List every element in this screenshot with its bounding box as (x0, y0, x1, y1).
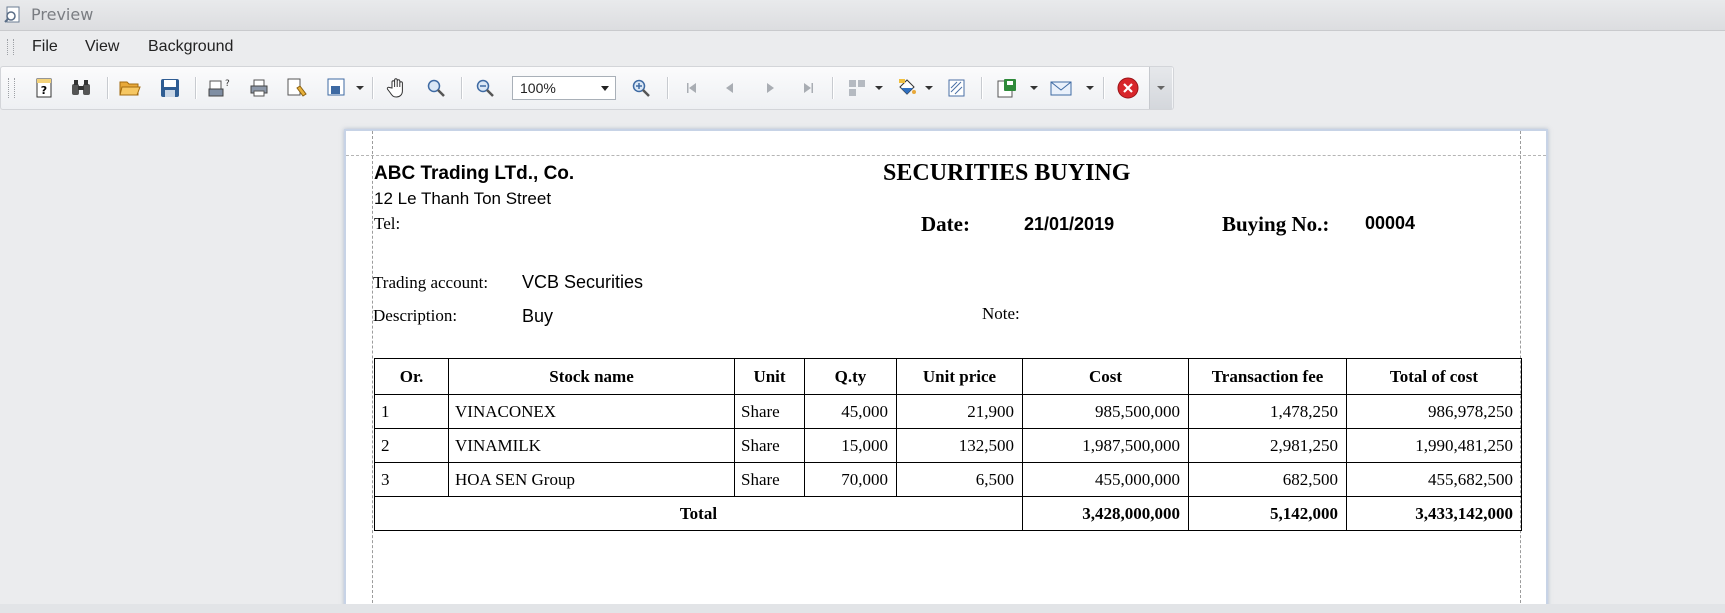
date-label: Date: (921, 212, 970, 236)
preview-app-icon (4, 6, 22, 24)
total-cost: 3,428,000,000 (1023, 497, 1189, 531)
header-unit-price: Unit price (897, 359, 1023, 395)
cell-cost: 985,500,000 (1023, 395, 1189, 429)
paint-bucket-icon (896, 77, 918, 99)
overflow-chevron-icon (1157, 86, 1165, 90)
multiple-pages-dropdown-arrow[interactable] (875, 86, 883, 90)
page-setup-button[interactable] (285, 76, 309, 100)
total-transaction-fee: 5,142,000 (1189, 497, 1347, 531)
header-quantity: Q.ty (805, 359, 897, 395)
zoom-out-button[interactable] (473, 76, 497, 100)
print-setup-button[interactable] (206, 76, 230, 100)
print-setup-icon (207, 78, 229, 98)
trading-account-label: Trading account: (373, 273, 489, 292)
header-unit: Unit (735, 359, 805, 395)
toolbar (0, 66, 1174, 110)
zoom-out-icon (475, 78, 495, 98)
previous-page-icon (722, 80, 738, 96)
total-label: Total (375, 497, 1023, 531)
zoom-select[interactable] (512, 76, 616, 100)
trading-account-value: VCB Securities (522, 272, 644, 292)
cell-quantity: 15,000 (805, 429, 897, 463)
description-value: Buy (522, 306, 554, 326)
cell-stock-name: HOA SEN Group (449, 463, 735, 497)
next-page-button[interactable] (758, 76, 782, 100)
page-setup-icon (286, 78, 308, 98)
company-address: 12 Le Thanh Ton Street (374, 189, 552, 208)
zoom-in-button[interactable] (629, 76, 653, 100)
hand-tool-button[interactable] (385, 76, 409, 100)
printer-icon (249, 78, 269, 98)
description-label: Description: (373, 306, 458, 325)
window-title: Preview (31, 5, 94, 24)
zoom-value: 100% (520, 80, 556, 96)
table-total-row (375, 497, 1522, 531)
multiple-pages-icon (847, 78, 867, 98)
magnifier-button[interactable] (424, 76, 448, 100)
margin-guide-left (372, 131, 373, 613)
magnifier-icon (426, 78, 446, 98)
svg-text:?: ? (40, 84, 48, 97)
cell-transaction-fee: 2,981,250 (1189, 429, 1347, 463)
last-page-icon (800, 80, 816, 96)
page-color-button[interactable] (895, 76, 919, 100)
help-icon (34, 78, 54, 98)
tel-label: Tel: (374, 214, 401, 233)
export-icon (996, 77, 1018, 99)
margin-guide-top (346, 155, 1546, 156)
cell-quantity: 45,000 (805, 395, 897, 429)
scale-page-icon (327, 78, 347, 98)
menubar-grip[interactable] (7, 39, 14, 55)
send-email-button[interactable] (1049, 76, 1073, 100)
table-row (375, 395, 1522, 429)
send-email-dropdown-arrow[interactable] (1086, 86, 1094, 90)
chevron-down-icon[interactable] (601, 86, 609, 91)
menu-bar (0, 31, 1725, 63)
scale-dropdown-arrow[interactable] (356, 86, 364, 90)
print-button[interactable] (247, 76, 271, 100)
cell-total-cost: 986,978,250 (1347, 395, 1522, 429)
first-page-button[interactable] (680, 76, 704, 100)
export-button[interactable] (995, 76, 1019, 100)
multiple-pages-button[interactable] (845, 76, 869, 100)
cell-unit: Share (735, 463, 805, 497)
cell-unit-price: 21,900 (897, 395, 1023, 429)
cell-transaction-fee: 682,500 (1189, 463, 1347, 497)
header-total-cost: Total of cost (1347, 359, 1522, 395)
cell-unit-price: 132,500 (897, 429, 1023, 463)
buying-no-label: Buying No.: (1222, 212, 1330, 236)
report-title: SECURITIES BUYING (883, 160, 1131, 186)
cell-stock-name: VINAMILK (449, 429, 735, 463)
open-button[interactable] (118, 76, 142, 100)
export-dropdown-arrow[interactable] (1030, 86, 1038, 90)
header-cost: Cost (1023, 359, 1189, 395)
save-button[interactable] (158, 76, 182, 100)
menu-background[interactable]: Background (148, 38, 234, 55)
menu-file[interactable]: File (32, 38, 58, 55)
table-row (375, 429, 1522, 463)
header-transaction-fee: Transaction fee (1189, 359, 1347, 395)
header-stock-name: Stock name (449, 359, 735, 395)
cell-unit: Share (735, 429, 805, 463)
note-label: Note: (982, 304, 1020, 323)
total-of-cost: 3,433,142,000 (1347, 497, 1522, 531)
cell-order: 3 (375, 463, 449, 497)
first-page-icon (684, 80, 700, 96)
cell-quantity: 70,000 (805, 463, 897, 497)
close-preview-button[interactable] (1116, 76, 1140, 100)
folder-open-icon (119, 78, 141, 98)
toolbar-grip[interactable] (8, 78, 15, 98)
cell-unit: Share (735, 395, 805, 429)
buying-no-value: 00004 (1365, 213, 1416, 233)
cell-cost: 1,987,500,000 (1023, 429, 1189, 463)
report-page (344, 129, 1548, 613)
close-icon (1117, 77, 1139, 99)
help-button[interactable] (32, 76, 56, 100)
cell-stock-name: VINACONEX (449, 395, 735, 429)
securities-table (374, 358, 1522, 531)
envelope-icon (1050, 79, 1072, 97)
cell-unit-price: 6,500 (897, 463, 1023, 497)
company-name: ABC Trading LTd., Co. (374, 163, 575, 184)
cell-transaction-fee: 1,478,250 (1189, 395, 1347, 429)
cell-total-cost: 1,990,481,250 (1347, 429, 1522, 463)
status-strip (0, 604, 1725, 613)
find-button[interactable] (69, 76, 93, 100)
table-row (375, 463, 1522, 497)
svg-text:?: ? (225, 79, 230, 89)
toolbar-overflow-button[interactable] (1149, 67, 1172, 109)
watermark-button[interactable] (945, 76, 969, 100)
table-header-row (375, 359, 1522, 395)
next-page-icon (762, 80, 778, 96)
binoculars-icon (70, 78, 92, 98)
hand-icon (386, 77, 408, 99)
last-page-button[interactable] (796, 76, 820, 100)
header-order: Or. (375, 359, 449, 395)
zoom-in-icon (631, 78, 651, 98)
menu-view[interactable]: View (85, 38, 120, 55)
previous-page-button[interactable] (718, 76, 742, 100)
scale-button[interactable] (325, 76, 349, 100)
watermark-icon (947, 78, 967, 98)
page-color-dropdown-arrow[interactable] (925, 86, 933, 90)
cell-order: 1 (375, 395, 449, 429)
cell-order: 2 (375, 429, 449, 463)
date-value: 21/01/2019 (1024, 214, 1115, 234)
cell-total-cost: 455,682,500 (1347, 463, 1522, 497)
cell-cost: 455,000,000 (1023, 463, 1189, 497)
title-bar (0, 0, 1725, 31)
save-icon (160, 78, 180, 98)
